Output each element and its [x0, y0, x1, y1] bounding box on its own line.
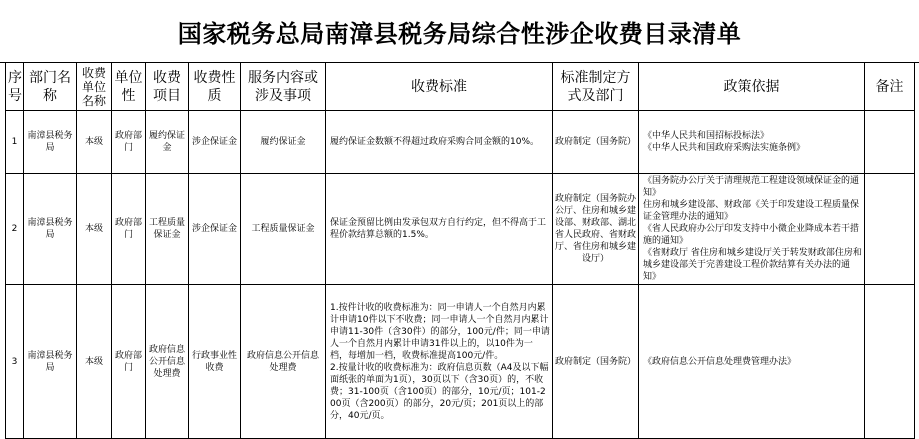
- header-standard: 收费标准: [326, 63, 553, 111]
- cell-maker: 政府制定（国务院）: [553, 285, 639, 439]
- cell-dept: 南漳县税务局: [24, 174, 77, 285]
- policy-line: 住房和城乡建设部、财政部《关于印发建设工程质量保证金管理办法的通知》: [643, 200, 860, 222]
- cell-nature: 行政事业性收费: [189, 285, 241, 439]
- header-unit: 单位性: [112, 63, 146, 111]
- cell-item: 履约保证金: [146, 111, 189, 174]
- policy-line: 《国务院办公厅关于清理规范工程建设领域保证金的通知》: [643, 176, 860, 198]
- header-row: [6, 63, 915, 111]
- standard-line: 1.按件计收的收费标准为：同一申请人一个自然月内累计申请10件以下不收费；同一申请人一个自然月内累计申请11-30件（含30件）的部分，100元/件；同一申请人一个自然月内累计申请31件以上的，以10件为一档，每增加一档，收费标准提高100元/件。: [330, 302, 550, 361]
- table-row: [6, 111, 915, 174]
- policy-line: 《政府信息公开信息处理费管理办法》: [643, 356, 797, 367]
- cell-standard: [326, 174, 553, 285]
- cell-unit: 政府部门: [112, 111, 146, 174]
- cell-scope: 履约保证金: [241, 111, 326, 174]
- cell-standard: [326, 285, 553, 439]
- cell-dept: 南漳县税务局: [24, 111, 77, 174]
- cell-scope: 政府信息公开信息处理费: [241, 285, 326, 439]
- cell-maker: 政府制定（国务院）: [553, 111, 639, 174]
- policy-line: 《中华人民共和国招标投标法》: [643, 131, 770, 141]
- cell-policy: [639, 111, 865, 174]
- cell-unit: 政府部门: [112, 285, 146, 439]
- cell-note: [865, 285, 915, 439]
- policy-line: 《省人民政府办公厅印发支持中小微企业降成本若干措施的通知》: [643, 224, 860, 246]
- policy-line: 《中华人民共和国政府采购法实施条例》: [643, 143, 806, 153]
- standard-line: 保证金预留比例由发承包双方自行约定，但不得高于工程价款结算总额的1.5%。: [330, 218, 547, 240]
- header-policy: 政策依据: [639, 63, 865, 111]
- cell-seq: 2: [6, 174, 24, 285]
- cell-level: 本级: [77, 174, 112, 285]
- document-title: 国家税务总局南漳县税务局综合性涉企收费目录清单: [0, 0, 919, 63]
- cell-item: 政府信息公开信息处理费: [146, 285, 189, 439]
- cell-policy: [639, 174, 865, 285]
- header-maker: 标准制定方式及部门: [553, 63, 639, 111]
- cell-unit: 政府部门: [112, 174, 146, 285]
- cell-maker: 政府制定（国务院办公厅、住房和城乡建设部、财政部、湖北省人民政府、省财政厅、省住房和城乡建设厅）: [553, 174, 639, 285]
- cell-seq: 3: [6, 285, 24, 439]
- cell-level: 本级: [77, 285, 112, 439]
- cell-note: [865, 174, 915, 285]
- header-scope: 服务内容或涉及事项: [241, 63, 326, 111]
- table-row: [6, 285, 915, 439]
- cell-standard: [326, 111, 553, 174]
- standard-line: 2.按量计收的收费标准为：政府信息页数（A4及以下幅面纸张的单面为1页），30页以下（含30页）的，不收费；31-100页（含100页）的部分，10元/页；101-200页（含200页）的部分，20元/页；201页以上的部分，40元/页。: [330, 362, 549, 421]
- header-item: 收费项目: [146, 63, 189, 111]
- header-dept: 部门名称: [24, 63, 77, 111]
- header-level: 收费单位名称: [77, 63, 112, 111]
- cell-note: [865, 111, 915, 174]
- header-nature: 收费性质: [189, 63, 241, 111]
- cell-item: 工程质量保证金: [146, 174, 189, 285]
- header-note: 备注: [865, 63, 915, 111]
- cell-scope: 工程质量保证金: [241, 174, 326, 285]
- cell-seq: 1: [6, 111, 24, 174]
- fee-table: [5, 62, 915, 439]
- cell-nature: 涉企保证金: [189, 111, 241, 174]
- policy-line: 《省财政厅 省住房和城乡建设厅关于转发财政部住房和城乡建设部关于完善建设工程价款结算有关办法的通知》: [643, 248, 862, 282]
- cell-level: 本级: [77, 111, 112, 174]
- cell-dept: 南漳县税务局: [24, 285, 77, 439]
- standard-line: 履约保证金数额不得超过政府采购合同金额的10%。: [330, 137, 540, 147]
- header-seq: 序号: [6, 63, 24, 111]
- cell-nature: 涉企保证金: [189, 174, 241, 285]
- cell-policy: [639, 285, 865, 439]
- table-row: [6, 174, 915, 285]
